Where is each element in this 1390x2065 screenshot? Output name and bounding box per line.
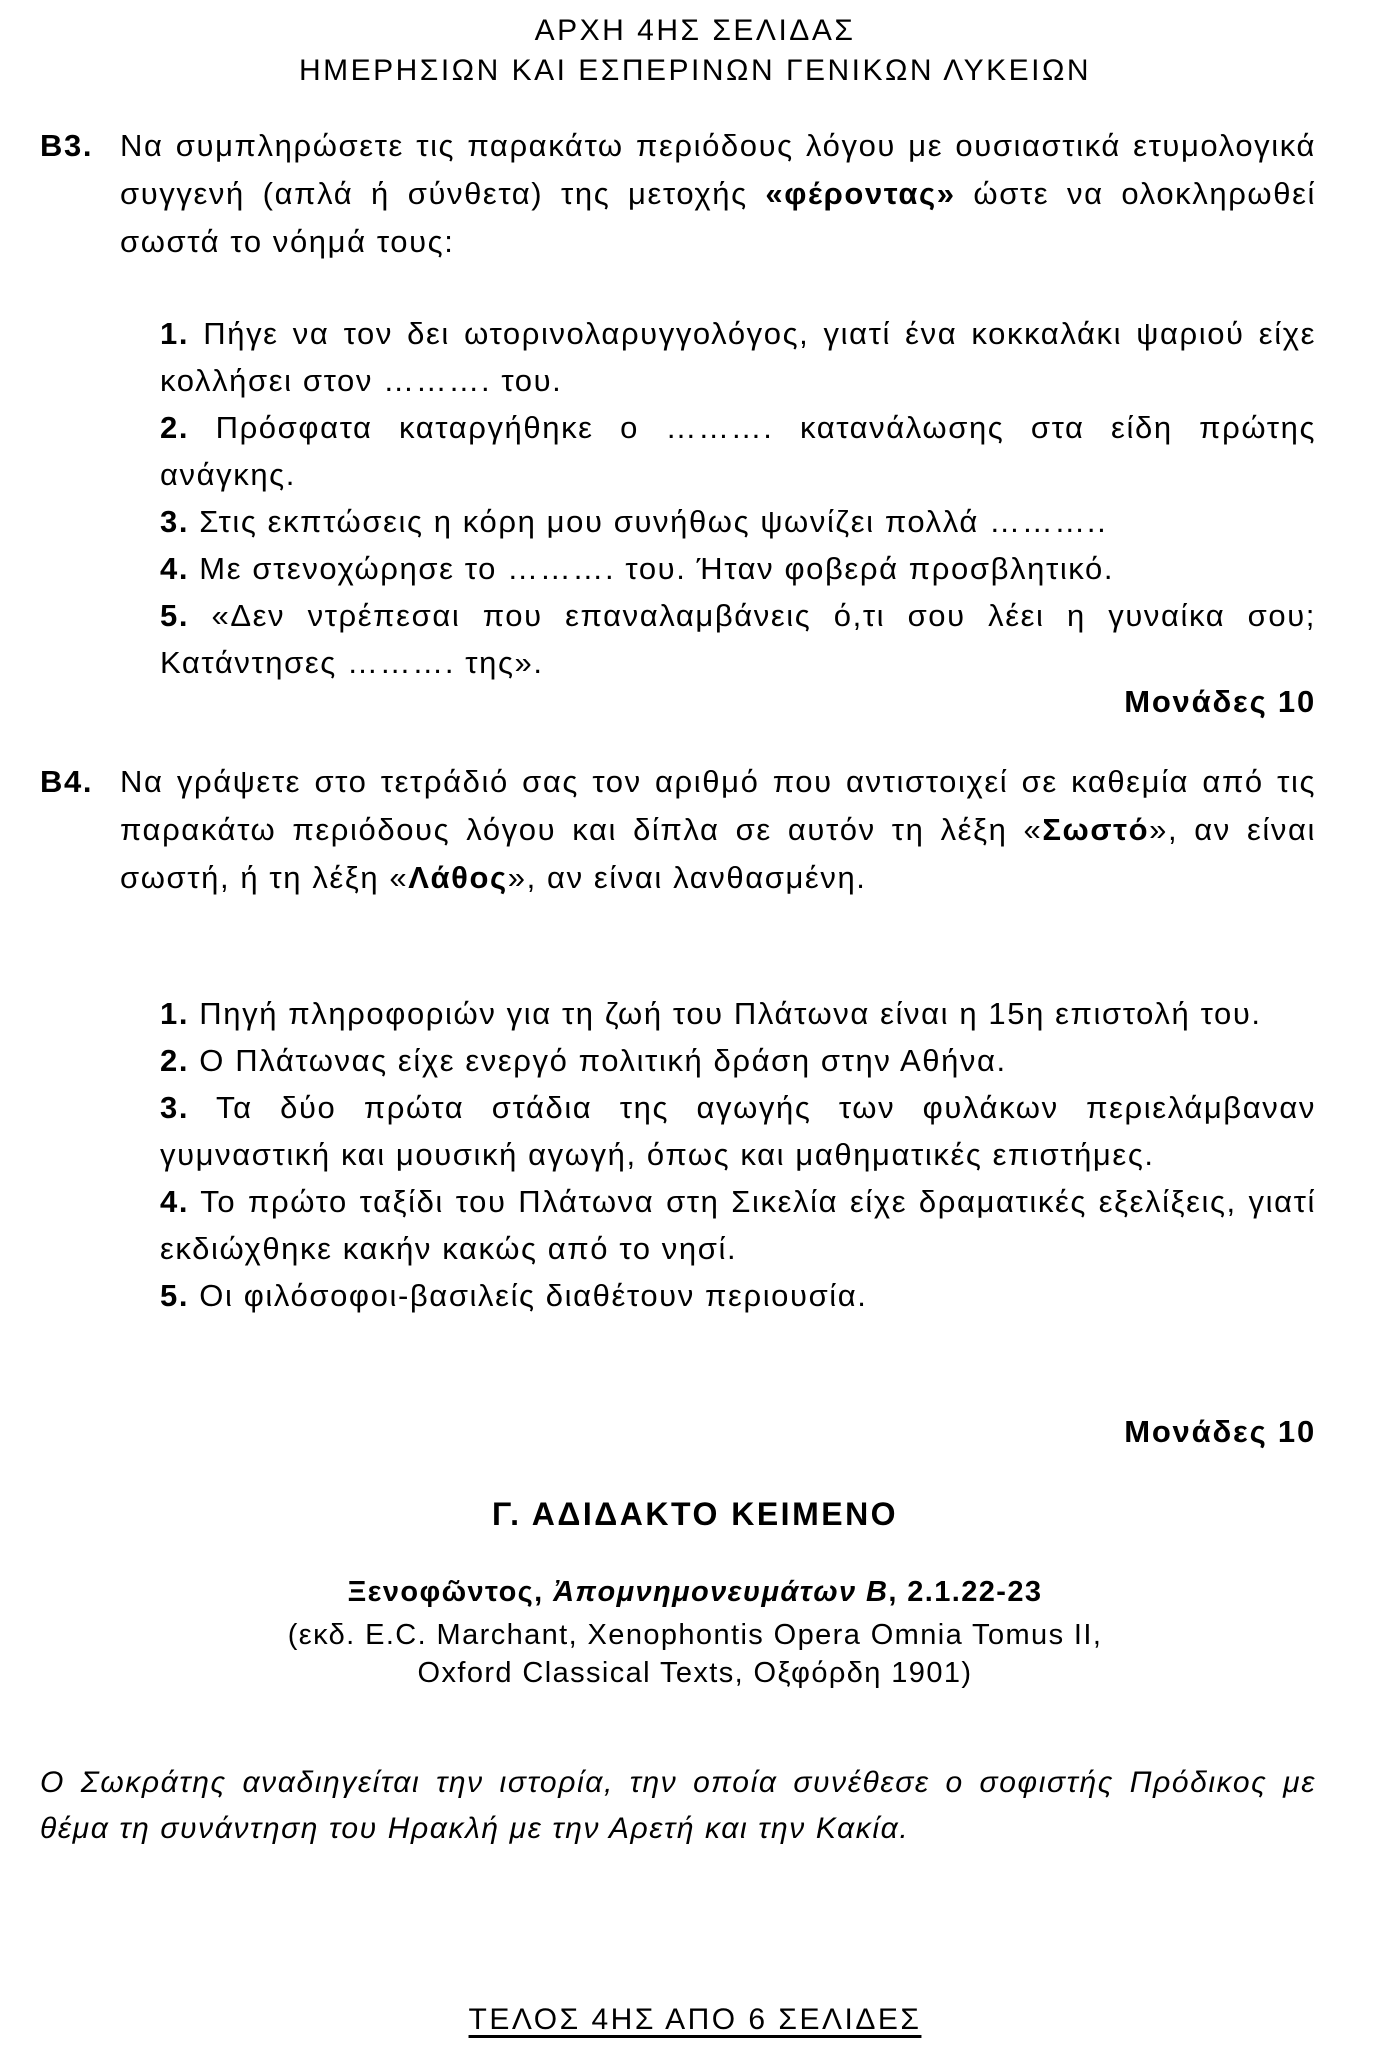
- item-text: Τα δύο πρώτα στάδια της αγωγής των φυλάκων περιελάμβαναν γυμναστική και μουσική αγωγή, όπως και μαθηματικές επιστήμες.: [160, 1090, 1316, 1172]
- item-number: 1.: [160, 996, 190, 1031]
- list-item: [160, 592, 1316, 686]
- source-author: Ξενοφῶντος,: [347, 1576, 554, 1608]
- prompt-keyword: «φέροντας»: [765, 176, 956, 211]
- item-number: 4.: [160, 551, 190, 586]
- list-item: [160, 1037, 1316, 1084]
- item-text: Το πρώτο ταξίδι του Πλάτωνα στη Σικελία είχε δραματικές εξελίξεις, γιατί εκδιώχθηκε κακήν κακώς από το νησί.: [160, 1184, 1316, 1266]
- question-b4-label: Β4.: [40, 764, 94, 799]
- source-work: Ἀπομνημονευμάτων Β: [553, 1576, 889, 1608]
- list-item: [160, 1272, 1316, 1319]
- keyword-correct: Σωστό: [1042, 812, 1150, 847]
- item-number: 4.: [160, 1184, 190, 1219]
- page-footer: ΤΕΛΟΣ 4ΗΣ ΑΠΟ 6 ΣΕΛΙΔΕΣ: [468, 2003, 922, 2036]
- prompt-text: Να συμπληρώσετε τις παρακάτω περιόδους λόγου με ουσιαστικά ετυμολογικά συγγενή (απλά ή σύνθετα) της μετοχής: [120, 128, 1316, 211]
- keyword-wrong: Λάθος: [408, 860, 508, 895]
- source-reference: , 2.1.22-23: [888, 1576, 1043, 1608]
- item-text: Πρόσφατα καταργήθηκε ο ………. κατανάλωσης στα είδη πρώτης ανάγκης.: [160, 410, 1316, 492]
- list-item: [160, 404, 1316, 498]
- list-item: [160, 1178, 1316, 1272]
- list-item: [160, 498, 1316, 545]
- item-text: Πηγή πληροφοριών για τη ζωή του Πλάτωνα είναι η 15η επιστολή του.: [189, 996, 1262, 1031]
- prompt-text: », αν είναι λανθασμένη.: [507, 860, 867, 895]
- list-item: [160, 1084, 1316, 1178]
- item-number: 2.: [160, 410, 190, 445]
- list-item: [160, 990, 1316, 1037]
- question-b4-marks: Μονάδες 10: [1124, 1414, 1316, 1449]
- page-header-line-1: ΑΡΧΗ 4ΗΣ ΣΕΛΙΔΑΣ: [534, 14, 856, 47]
- item-text: Στις εκπτώσεις η κόρη μου συνήθως ψωνίζει πολλά ………..: [189, 504, 1108, 539]
- edition-line-2: Oxford Classical Texts, Οξφόρδη 1901): [417, 1657, 973, 1689]
- question-b3-prompt: [120, 122, 1316, 266]
- question-b3: [40, 122, 1316, 266]
- item-text: Οι φιλόσοφοι-βασιλείς διαθέτουν περιουσία.: [189, 1278, 868, 1313]
- prompt-text: Να γράψετε στο τετράδιό σας τον αριθμό που αντιστοιχεί σε καθεμία από τις παρακάτω περιόδους λόγου και δίπλα σε αυτόν τη λέξη «: [120, 764, 1316, 847]
- edition-line-1: (εκδ. E.C. Marchant, Xenophontis Opera Omnia Tomus II,: [287, 1619, 1103, 1651]
- passage-introduction: Ο Σωκράτης αναδιηγείται την ιστορία, την οποία συνέθεσε ο σοφιστής Πρόδικος με θέμα τη συνάντηση του Ηρακλή με την Αρετή και την Κακία.: [40, 1766, 1316, 1845]
- list-item: [160, 545, 1316, 592]
- item-text: «Δεν ντρέπεσαι που επαναλαμβάνεις ό,τι σου λέει η γυναίκα σου; Κατάντησες ………. της».: [160, 598, 1316, 680]
- prompt-text: ώστε να ολοκληρωθεί σωστά το νόημά τους:: [120, 176, 1316, 259]
- question-b4-prompt: [120, 758, 1316, 902]
- item-text: Πήγε να τον δει ωτορινολαρυγγολόγος, γιατί ένα κοκκαλάκι ψαριού είχε κολλήσει στον ………. του.: [160, 316, 1316, 398]
- item-number: 3.: [160, 504, 190, 539]
- item-text: Με στενοχώρησε το ………. του. Ήταν φοβερά προσβλητικό.: [189, 551, 1115, 586]
- source-citation: [0, 1576, 1390, 1609]
- page-header-line-2: ΗΜΕΡΗΣΙΩΝ ΚΑΙ ΕΣΠΕΡΙΝΩΝ ΓΕΝΙΚΩΝ ΛΥΚΕΙΩΝ: [298, 54, 1092, 87]
- item-number: 3.: [160, 1090, 190, 1125]
- item-text: Ο Πλάτωνας είχε ενεργό πολιτική δράση στην Αθήνα.: [189, 1043, 1007, 1078]
- item-number: 5.: [160, 1278, 190, 1313]
- question-b4: [40, 758, 1316, 902]
- question-b3-items: [160, 310, 1316, 686]
- question-b3-marks: Μονάδες 10: [1124, 684, 1316, 719]
- item-number: 2.: [160, 1043, 190, 1078]
- section-title: Γ. ΑΔΙΔΑΚΤΟ ΚΕΙΜΕΝΟ: [491, 1496, 899, 1532]
- question-b4-items: [160, 990, 1316, 1319]
- item-number: 1.: [160, 316, 190, 351]
- question-b3-label: Β3.: [40, 128, 94, 163]
- prompt-text: », αν είναι σωστή, ή τη λέξη «: [120, 812, 1316, 895]
- list-item: [160, 310, 1316, 404]
- item-number: 5.: [160, 598, 190, 633]
